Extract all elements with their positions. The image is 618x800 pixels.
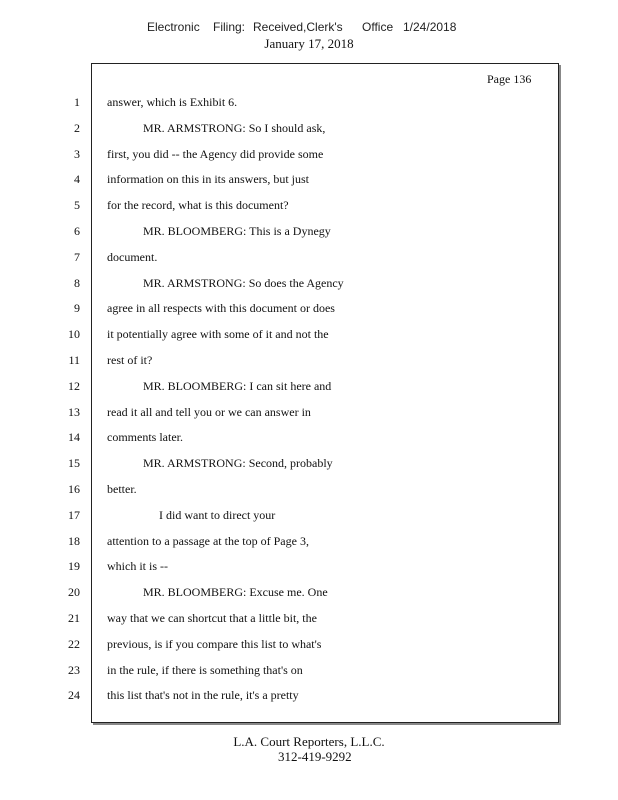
transcript-line: [0, 456, 618, 476]
line-number: 24: [68, 688, 80, 703]
transcript-line: [0, 405, 618, 425]
stamp-date: 1/24/2018: [403, 20, 457, 34]
line-text: way that we can shortcut that a little bit, the: [107, 611, 317, 625]
transcript-line: [0, 663, 618, 683]
transcript-line: [0, 147, 618, 167]
line-number: 10: [68, 327, 80, 342]
line-number: 21: [68, 611, 80, 625]
line-number: 9: [74, 301, 80, 316]
line-number: 20: [68, 585, 80, 600]
stamp-filing: Filing:: [213, 20, 246, 34]
stamp-received: Received,Clerk's: [253, 20, 343, 34]
transcript-line: [0, 301, 618, 321]
stamp-electronic: Electronic: [147, 20, 200, 34]
line-number: 14: [68, 430, 80, 445]
transcript-line: [0, 95, 618, 115]
line-text: which it is --: [107, 559, 168, 574]
line-text: MR. BLOOMBERG: Excuse me. One: [143, 585, 328, 600]
line-text: document.: [107, 249, 158, 264]
line-text: MR. ARMSTRONG: Second, probably: [143, 456, 333, 471]
line-text: read it all and tell you or we can answer in: [107, 404, 311, 419]
line-text: in the rule, if there is something that's on: [107, 662, 303, 677]
court-reporter-name: L.A. Court Reporters, L.L.C.: [233, 734, 385, 749]
line-number: 16: [68, 482, 80, 496]
line-number: 7: [74, 249, 80, 264]
transcript-line: [0, 688, 618, 708]
transcript-line: [0, 379, 618, 399]
transcript-line: [0, 611, 618, 631]
transcript-line: [0, 482, 618, 502]
transcript-line: [0, 327, 618, 347]
page-number: Page 136: [487, 72, 532, 86]
transcript-line: [0, 353, 618, 373]
line-number: 6: [74, 224, 80, 238]
line-text: agree in all respects with this document or does: [107, 301, 335, 316]
line-number: 5: [74, 198, 80, 213]
line-text: first, you did -- the Agency did provide some: [107, 146, 324, 161]
line-number: 12: [68, 378, 80, 393]
transcript-line: [0, 534, 618, 554]
line-text: it potentially agree with some of it and not the: [107, 327, 329, 342]
line-number: 17: [68, 507, 80, 522]
line-text: for the record, what is this document?: [107, 198, 289, 213]
line-text: attention to a passage at the top of Page 3,: [107, 533, 309, 548]
transcript-line: [0, 276, 618, 296]
line-number: 19: [68, 559, 80, 574]
transcript-line: [0, 585, 618, 605]
line-text: rest of it?: [107, 353, 153, 367]
line-text: this list that's not in the rule, it's a pretty: [107, 688, 299, 703]
line-number: 11: [68, 353, 80, 367]
line-number: 4: [74, 172, 80, 187]
stamp-office: Office: [362, 20, 394, 34]
line-number: 18: [68, 533, 80, 548]
transcript-line: [0, 430, 618, 450]
line-number: 13: [68, 404, 80, 419]
line-text: MR. BLOOMBERG: This is a Dynegy: [143, 224, 331, 238]
line-number: 1: [74, 95, 80, 109]
transcript-line: [0, 508, 618, 528]
transcript-line: [0, 172, 618, 192]
transcript-line: [0, 250, 618, 270]
transcript-line: [0, 198, 618, 218]
line-number: 22: [68, 636, 80, 651]
transcript-date: January 17, 2018: [264, 36, 354, 51]
line-text: previous, is if you compare this list to what's: [107, 636, 322, 651]
line-number: 8: [74, 275, 80, 290]
line-number: 15: [68, 456, 80, 471]
court-reporter-phone: 312-419-9292: [278, 749, 352, 764]
transcript-line: [0, 121, 618, 141]
line-text: MR. BLOOMBERG: I can sit here and: [143, 378, 332, 393]
line-text: I did want to direct your: [159, 507, 276, 522]
line-text: better.: [107, 482, 137, 496]
line-text: comments later.: [107, 430, 183, 445]
line-text: answer, which is Exhibit 6.: [107, 95, 238, 109]
transcript-line: [0, 637, 618, 657]
line-text: MR. ARMSTRONG: So I should ask,: [143, 120, 326, 135]
line-text: MR. ARMSTRONG: So does the Agency: [143, 275, 344, 290]
line-text: information on this in its answers, but just: [107, 172, 309, 187]
line-number: 2: [74, 120, 80, 135]
line-number: 3: [74, 146, 80, 161]
transcript-line: [0, 224, 618, 244]
transcript-line: [0, 559, 618, 579]
line-number: 23: [68, 662, 80, 677]
